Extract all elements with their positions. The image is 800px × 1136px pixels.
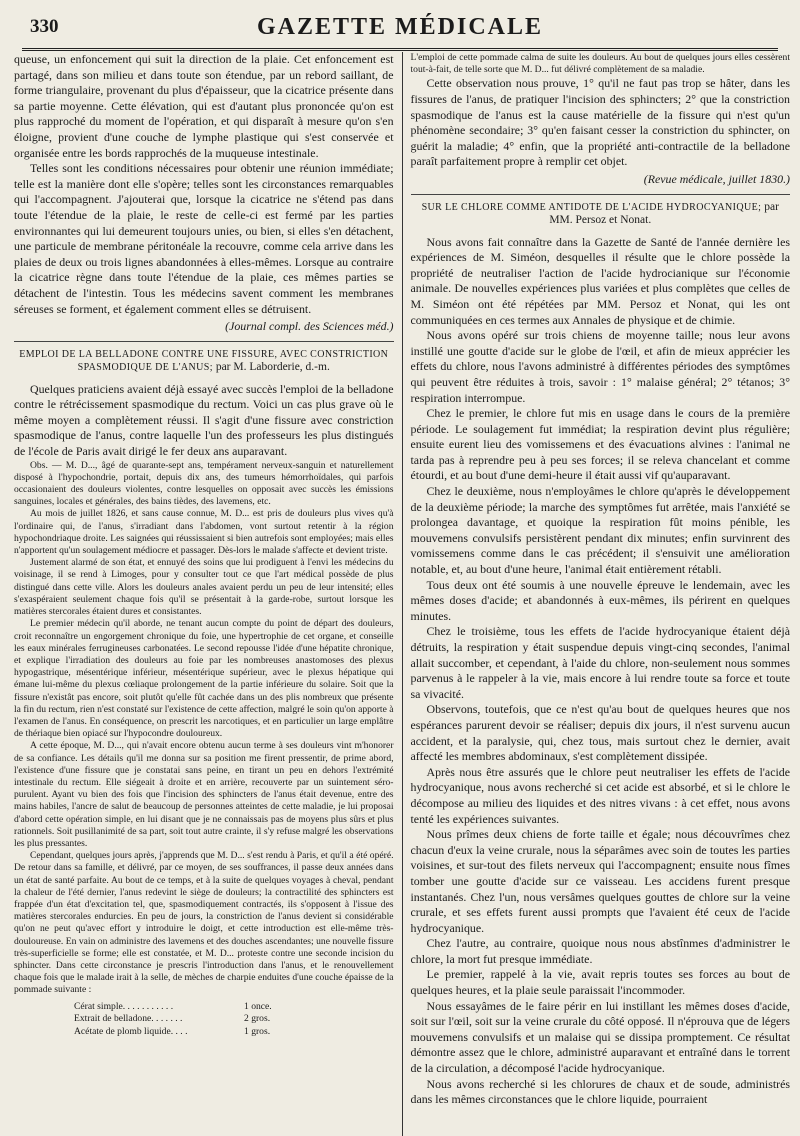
- paragraph: Cependant, quelques jours après, j'apprends que M. D... s'est rendu à Paris, et qu'il a été opéré. De retour dans sa famille, et délivré, par ce moyen, de ses souffrances, il passe deux années dans un état de santé parfaite. Au bout de ce temps, et à la suite de quelques voyages à cheval, pendant la chaleur de l'été dernier, l'anus redevint le siège de douleurs; la contractilité des sphincters est frappée d'un état d'excitation tel, que, spasmodiquement contractés, ils s'opposent à l'issue des matières stercorales endurcies. En peu de jours, la constriction de l'anus devient si considérable qu'on ne peut qu'avec effort y introduire le doigt, et cette introduction est elle-même très-douloureuse. En vain on administre des lavemens et des douches ascendantes; une nouvelle fissure très-superficielle se forme; elle est constatée, et M. D... proteste contre une seconde incision du sphincter. Dans cette circonstance je prescris l'introduction dans l'anus, et le renouvellement chaque fois que le malade irait à la selle, de mèches de charpie enduites d'une couche épaisse de la pommade suivante :: [14, 850, 394, 996]
- formula-ingredient: Cérat simple. . . . . . . . . . .: [74, 1000, 174, 1012]
- source-citation: (Journal compl. des Sciences méd.): [225, 319, 394, 334]
- source-citation: (Revue médicale, juillet 1830.): [643, 171, 791, 186]
- article-heading: [411, 194, 791, 227]
- paragraph: Nous avons fait connaître dans la Gazette de Santé de l'année dernière les expériences de M. Siméon, desquelles il résulte que le chlore possède la propriété de neutraliser l'action de l'acide hydrocianique sur l'économie animale. De nouvelles expériences plus variées et plus complètes que celles de M. Siméon ont été répétées par MM. Persoz et Nonat, qui les ont communiquées en ces termes aux Annales de physique et de chimie.: [410, 234, 791, 327]
- paragraph: Obs. — M. D..., âgé de quarante-sept ans, tempérament nerveux-sanguin et naturellement disposé à l'hypochondrie, portait, depuis dix ans, des tumeurs hémorrhoïdales, qui parfois occasionaient des douleurs violentes, contre lesquelles on opposait avec succès les émissions sanguines, locales et générales, des bains tièdes, des lavemens, etc.: [14, 459, 394, 508]
- paragraph: Chez le deuxième, nous n'employâmes le chlore qu'après le développement de la deuxième période; la marche des symptômes fut arrêtée, mais l'anxiété se prolongea davantage, et quoique la respiration fût moins pénible, les mouvemens convulsifs persistèrent pendant dix minutes; enfin survinrent des vomissemens comme dans le cas précédent; il s'ensuivit une amélioration notable, et, au bout d'une heure, l'animal était entièrement rétabli.: [410, 484, 791, 577]
- article-heading: [14, 341, 394, 374]
- formula-quantity: 2 gros.: [244, 1013, 271, 1025]
- paragraph: Nous avons recherché si les chlorures de chaux et de soude, administrés dans les mêmes circonstances que le chlore liquide, pourraient: [410, 1076, 791, 1107]
- formula-row: [74, 1026, 304, 1039]
- formula-quantity: 1 once.: [244, 1000, 272, 1012]
- paragraph: queuse, un enfoncement qui suit la direction de la plaie. Cet enfoncement est partagé, dans son milieu et dans toute son étendue, par un rebord saillant, de forme triangulaire, provenant du plus d'épaisseur, que la cicatrice présente dans sa partie moyenne. Cette élévation, qui est d'autant plus prononcée qu'on est plus rapproché du moment de l'opération, et qui disparaît à mesure qu'on s'en éloigne, provient d'une couche de lymphe plastique qui s'est conservée et organisée entre les bords rapprochés de la muqueuse intestinale.: [14, 52, 394, 160]
- paragraph: Au mois de juillet 1826, et sans cause connue, M. D... est pris de douleurs plus vives qu'à l'ordinaire qui, de l'anus, s'irradiant dans l'abdomen, vont surtout retentir à la région hypochondriaque droite. Les saignées qui réussissaient si bien autrefois sont employées; mais elles n'apportent qu'un soulagement médiocre et passager. Dès-lors le malade s'affecte et devient triste.: [14, 508, 394, 557]
- text-columns: [14, 52, 790, 1136]
- formula-row: [74, 1001, 304, 1014]
- paragraph: Justement alarmé de son état, et ennuyé des soins que lui prodiguent à l'envi les médecins du voisinage, il se rend à Limoges, pour y consulter tout ce que l'art médical possède de plus distingué dans cette ville. Alors les douleurs anales avaient perdu un peu de leur intensité; elles s'exaspéraient seulement chaque fois qu'il se présentait à la garde-robe, surtout lorsque les matières stercorales étaient dures et consistantes.: [14, 557, 394, 618]
- page-header: [12, 8, 788, 48]
- paragraph: Le premier, rappelé à la vie, avait repris toutes ses forces au bout de quelques heures, et la plaie seule paraissait l'incommoder.: [410, 967, 791, 998]
- paragraph: Cette observation nous prouve, 1° qu'il ne faut pas trop se hâter, dans les fissures de l'anus, de pratiquer l'incision des sphincters; 2° que la constriction spasmodique de l'anus est la cause matérielle de la fissure qui n'est qu'un phénomène secondaire; 3° qu'en faisant cesser la constriction du sphincter, on guérit la maladie; 4° enfin, que la propriété anti-contractile de la belladone paraît parfaitement propre à remplir cet objet.: [410, 76, 791, 169]
- paragraph: A cette époque, M. D..., qui n'avait encore obtenu aucun terme à ses douleurs vint m'honorer de sa confiance. Les détails qu'il me donna sur sa position me firent pressentir, de prime abord, l'existence d'une fissure que je constatai sans peine, en tirant un peu en dehors l'extrémité intestinale du rectum. Elle siégeait à droite et en arrière, recouverte par un suintement séro-purulent. Ayant vu bien des fois que l'incision des sphincters de l'anus était devenue, entre des mains habiles, l'ancre de salut de beaucoup de personnes atteintes de cette maladie, je lui proposai d'abord cette opération simple, en lui disant que je ne connaissais pas de moyens plus sûrs et plus rationnels. Soit pusillanimité de sa part, soit tout autre crainte, il s'y refuse malgré les observations les plus pressantes.: [14, 740, 394, 849]
- paragraph: Nous prîmes deux chiens de forte taille et égale; nous découvrîmes chez chacun d'eux la veine crurale, nous la séparâmes avec soin de toutes les parties voisines, et sur-tout des filets nerveux qui l'accompagnent; ensuite nous fîmes tomber une goutte d'acide sur ce vaisseau. Les accidens furent presque instantanés. Chez l'un, nous versâmes quelques gouttes de chlore sur la veine crurale, et ses effets furent aussi prompts que l'avaient été ceux de l'acide hydrocyanique.: [410, 827, 791, 935]
- article-byline: par M. Laborderie, d.-m.: [215, 360, 330, 373]
- paragraph: Chez l'autre, au contraire, quoique nous nous abstînmes d'administrer le chlore, la mort fut presque immédiate.: [410, 936, 791, 966]
- paragraph: Chez le troisième, tous les effets de l'acide hydrocyanique étaient déjà détruits, la respiration y était suspendue depuis vingt-cinq secondes, l'animal allait succomber, et cependant, à l'aide du chlore, non-seulement nous sommes parvenus à le rappeler à la vie, mais encore à lui rendre toute sa force et toute sa vivacité.: [410, 624, 791, 701]
- paragraph: Nous avons opéré sur trois chiens de moyenne taille; nous leur avons instillé une goutte d'acide sur le globe de l'œil, et afin de mieux apprécier les effets du chlore, nous l'avons administré à différentes périodes des symptômes qui peuvent être réduites à trois, savoir : 1° malaise général; 2° tétanos; 3° respiration interrompue.: [410, 328, 791, 405]
- paragraph: Le premier médecin qu'il aborde, ne tenant aucun compte du point de départ des douleurs, croit reconnaître un engorgement chronique du foie, une hypertrophie de cet organe, et conseille les eaux minérales ferrugineuses carbonatées. Le second repousse l'idée d'une hépatite chronique, et explique l'irradiation des douleurs au foie par les nombreuses anastomoses des plexus hypogastrique, mésentérique inférieur, mésentérique supérieur, avec le plexus hépatique qui émane lui-même du plexus cœliaque prolongement de la partie inférieure du solaire. Soit que la fissure n'existât pas encore, soit plutôt qu'elle fût cachée dans un des plis nombreux que présente la fin du rectum, rien n'est constaté sur l'existence de cette affection, malgré le soin qu'on apporte à l'examen de l'anus. En conséquence, on prescrit les narcotiques, et en particulier un large emplâtre de thériaque bien opiacé sur l'hypocondre douloureux.: [14, 618, 394, 740]
- journal-title: GAZETTE MÉDICALE: [256, 14, 544, 40]
- left-column: [14, 52, 402, 1136]
- formula-row: [74, 1013, 304, 1026]
- article-title: SUR LE CHLORE COMME ANTIDOTE DE L'ACIDE HYDROCYANIQUE;: [421, 201, 762, 213]
- formula-ingredient: Extrait de belladone. . . . . . .: [74, 1013, 183, 1025]
- article-byline: par MM. Persoz et Nonat.: [549, 200, 779, 226]
- page-number: 330: [30, 16, 59, 37]
- paragraph: L'emploi de cette pommade calma de suite les douleurs. Au bout de quelques jours elles cessèrent tout-à-fait, de telle sorte que M. D... fut délivré complètement de sa maladie.: [410, 52, 791, 76]
- paragraph: Observons, toutefois, que ce n'est qu'au bout de quelques heures que nos espérances parurent devoir se réaliser; depuis dix jours, il n'est survenu aucun accident, et la paralysie, qui, chez tous, mais surtout chez le dernier, avait affecté les membres abdominaux, s'est complètement dissipée.: [410, 702, 791, 764]
- right-column: [403, 52, 791, 1136]
- paragraph: Quelques praticiens avaient déjà essayé avec succès l'emploi de la belladone contre le rétrécissement spasmodique du rectum. Voici un cas plus grave où le même moyen a complètement réussi. Il s'agit d'une fissure avec constriction spasmodique de l'anus, contre laquelle l'un des professeurs les plus distingués de l'école de Paris avait dirigé le fer deux ans auparavant.: [14, 381, 394, 459]
- paragraph: Nous essayâmes de le faire périr en lui instillant les mêmes doses d'acide, soit sur l'œil, soit sur la veine crurale du côté opposé. Il n'éprouva que de légers mouvemens convulsifs et un malaise qui se dissipa promptement. Ce résultat démontre assez que le chlore, administré auparavant et entraîné dans le torrent de la circulation, a décomposé l'acide hydrocyanique.: [410, 998, 791, 1076]
- paragraph: Après nous être assurés que le chlore peut neutraliser les effets de l'acide hydrocyanique, nous avons recherché si cet acide est absorbé, et si le chlore le décompose au milieu des liquides et des nitres vivans : à cet effet, nous avons tenté les expériences suivantes.: [410, 764, 791, 826]
- paragraph: Chez le premier, le chlore fut mis en usage dans le cours de la première période. Le soulagement fut immédiat; la respiration devint plus régulière; ensuite eurent lieu des vomissemens et des évacuations alvines : l'animal ne tarda pas à reprendre peu à peu ses forces; il se releva chancelant et comme étourdi, et au bout d'une demi-heure il était aussi vif qu'auparavant.: [410, 406, 791, 483]
- header-rule: [22, 48, 778, 51]
- formula-quantity: 1 gros.: [244, 1025, 271, 1037]
- formula-ingredient: Acétate de plomb liquide. . . .: [74, 1025, 188, 1037]
- paragraph: Telles sont les conditions nécessaires pour obtenir une réunion immédiate; telle est la manière dont elle s'opère; telles sont les circonstances remarquables qui l'accompagnent. J'ajouterai que, lorsque la cicatrice ne s'étend pas dans toute l'étendue de la plaie, le reste de celle-ci est fermé par les parties environnantes qui lui demeurent toujours unies, ou bien, si elles s'en détachent, une particule de membrane péritonéale la recouvre, comme cela arrive dans les plaies de deux ou trois lignes abandonnées à elles-mêmes. Lorsque au contraire la cicatrice règne dans toute l'étendue de la plaie, ces mêmes parties se détachent de l'intestin. Tous les médecins savent comment les membranes séreuses se forment, et également comment elles se détruisent.: [14, 161, 394, 316]
- prescription-formula: [74, 1001, 394, 1039]
- article-title: EMPLOI DE LA BELLADONE CONTRE UNE FISSURE, AVEC CONSTRICTION SPASMODIQUE DE L'ANUS;: [19, 348, 389, 373]
- paragraph: Tous deux ont été soumis à une nouvelle épreuve le lendemain, avec les mêmes doses d'acide; et abandonnés à eux-mêmes, ils périrent en quelques minutes.: [410, 577, 791, 623]
